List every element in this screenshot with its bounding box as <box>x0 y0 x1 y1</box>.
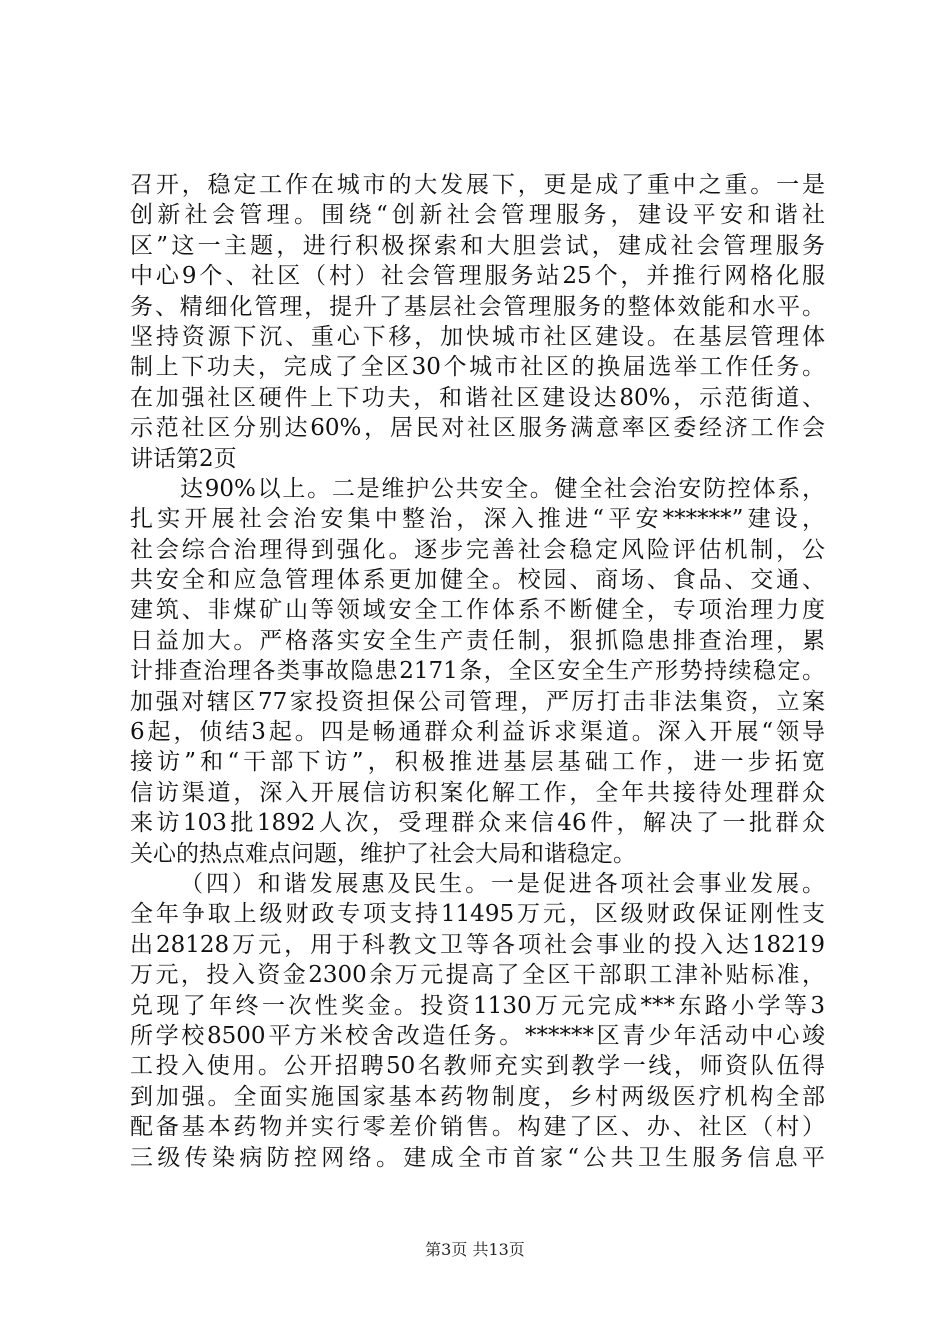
text-line: 计排查治理各类事故隐患2171条，全区安全生产形势持续稳定。 <box>130 658 825 685</box>
text-line: 日益加大。严格落实安全生产责任制，狠抓隐患排查治理，累 <box>130 627 825 654</box>
text-line: 到加强。全面实施国家基本药物制度，乡村两级医疗机构全部 <box>130 1083 825 1110</box>
text-line: 达90%以上。二是维护公共安全。健全社会治安防控体系， <box>180 475 825 502</box>
text-line: 扎实开展社会治安集中整治，深入推进“平安******”建设， <box>130 506 825 533</box>
text-line: 制上下功夫，完成了全区30个城市社区的换届选举工作任务。 <box>130 354 825 381</box>
text-line: 区”这一主题，进行积极探索和大胆尝试，建成社会管理服务 <box>130 232 825 259</box>
text-line: 来访103批1892人次，受理群众来信46件，解决了一批群众 <box>130 810 825 837</box>
page-footer: 第3页 共13页 <box>425 1240 525 1259</box>
text-line: 创新社会管理。围绕“创新社会管理服务，建设平安和谐社 <box>130 202 825 229</box>
text-line: 社会综合治理得到强化。逐步完善社会稳定风险评估机制，公 <box>130 536 825 563</box>
text-line: 关心的热点难点问题，维护了社会大局和谐稳定。 <box>130 840 636 867</box>
text-line: 配备基本药物并实行零差价销售。构建了区、办、社区（村） <box>130 1114 825 1141</box>
text-line: 中心9个、社区（村）社会管理服务站25个，并推行网格化服 <box>130 263 825 290</box>
text-line: 接访”和“干部下访”，积极推进基层基础工作，进一步拓宽 <box>130 749 825 776</box>
text-line: 召开，稳定工作在城市的大发展下，更是成了重中之重。一是 <box>130 172 825 198</box>
text-line: 共安全和应急管理体系更加健全。校园、商场、食品、交通、 <box>130 567 825 594</box>
text-line: 在加强社区硬件上下功夫，和谐社区建设达80%，示范街道、 <box>130 384 825 411</box>
text-line: 三级传染病防控网络。建成全市首家“公共卫生服务信息平 <box>130 1144 825 1171</box>
text-line: （四）和谐发展惠及民生。一是促进各项社会事业发展。 <box>180 870 825 897</box>
text-line: 建筑、非煤矿山等领域安全工作体系不断健全，专项治理力度 <box>130 597 825 624</box>
text-line: 加强对辖区77家投资担保公司管理，严厉打击非法集资，立案 <box>130 688 825 715</box>
text-line: 示范社区分别达60%，居民对社区服务满意率区委经济工作会 <box>130 415 825 442</box>
text-line: 出28128万元，用于科教文卫等各项社会事业的投入达18219 <box>130 931 825 958</box>
text-line: 万元，投入资金2300余万元提高了全区干部职工津补贴标准， <box>130 962 825 989</box>
text-line: 信访渠道，深入开展信访积案化解工作，全年共接待处理群众 <box>130 779 825 806</box>
text-line: 全年争取上级财政专项支持11495万元，区级财政保证刚性支 <box>130 901 825 928</box>
text-line: 兑现了年终一次性奖金。投资1130万元完成***东路小学等3 <box>130 992 825 1019</box>
text-line: 工投入使用。公开招聘50名教师充实到教学一线，师资队伍得 <box>130 1053 825 1080</box>
text-line: 所学校8500平方米校舍改造任务。******区青少年活动中心竣 <box>130 1022 825 1049</box>
text-line: 6起，侦结3起。四是畅通群众利益诉求渠道。深入开展“领导 <box>130 719 825 746</box>
text-line: 务、精细化管理，提升了基层社会管理服务的整体效能和水平。 <box>130 293 825 320</box>
text-line: 坚持资源下沉、重心下移，加快城市社区建设。在基层管理体 <box>130 323 825 350</box>
body-text <box>130 170 825 1173</box>
text-line: 讲话第2页 <box>130 445 237 472</box>
